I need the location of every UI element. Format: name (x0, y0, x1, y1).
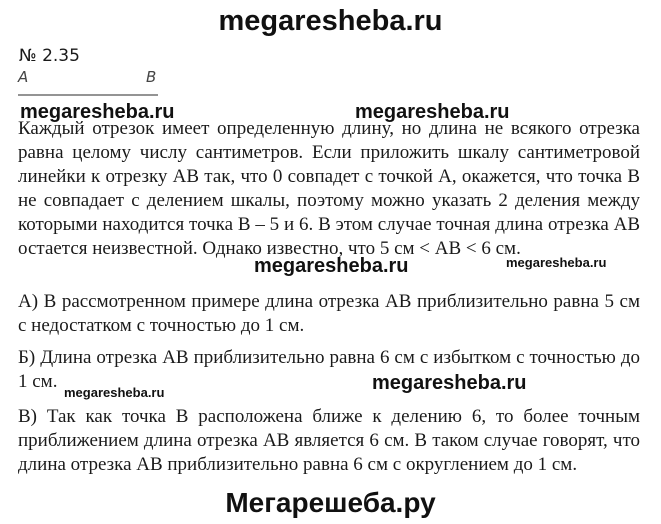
answer-b-text: Б) Длина отрезка АВ приблизительно равна 6 см с избытком с точностью до 1 см. (18, 347, 640, 392)
problem-number: № 2.35 (19, 46, 80, 66)
answer-c-text: В) Так как точка В расположена ближе к делению 6, то более точным приближением длина отрезка АВ является 6 см. В таком случае говорят, что длина отрезка АВ приблизительно равна 6 см с округлением до 1 см. (18, 406, 640, 475)
watermark: megaresheba.ru (254, 255, 409, 277)
answer-a-text: А) В рассмотренном примере длина отрезка АВ приблизительно равна 5 см с недостатком с точностью до 1 см. (18, 291, 640, 336)
watermark: megaresheba.ru (506, 255, 607, 270)
watermark: megaresheba.ru (355, 101, 510, 123)
watermark: megaresheba.ru (20, 101, 175, 123)
watermark: megaresheba.ru (372, 372, 527, 394)
watermark: megaresheba.ru (64, 385, 165, 400)
segment-ab-figure (10, 66, 180, 106)
point-b-label: В (146, 68, 157, 86)
point-a-label: А (18, 68, 29, 86)
site-footer-title: Мегарешеба.ру (225, 487, 436, 518)
site-header-title: megaresheba.ru (218, 5, 443, 37)
problem-intro-text: Каждый отрезок имеет определенную длину, но длина не всякого отрезка равна целому числу сантиметров. Если приложить шкалу сантиметровой линейки к отрезку АВ так, что 0 совпадет с точкой А, окажется, что точка В не совпадает с делением шкалы, поэтому можно указать 2 деления между которыми находится точка В – 5 и 6. В этом случае точная длина отрезка АВ остается неизвестной. Однако известно, что 5 см < АВ < 6 см. (18, 118, 640, 259)
